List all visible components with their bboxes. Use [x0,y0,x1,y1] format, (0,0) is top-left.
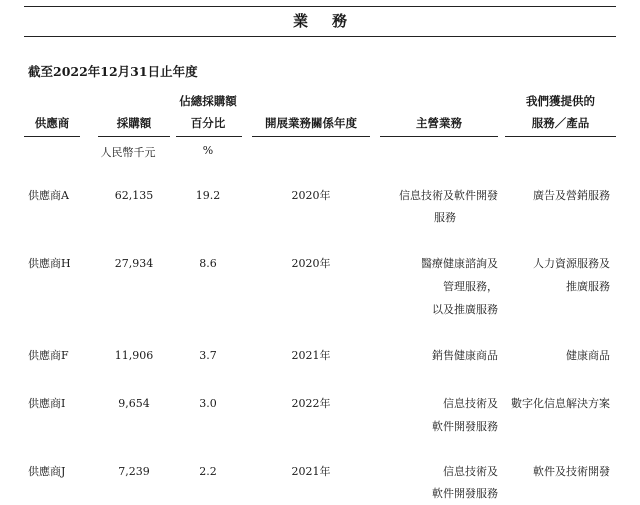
row-4-business-line1: 信息技術及 [443,397,498,410]
row-5-service-line1: 軟件及技術開發 [533,465,610,478]
row-3-supplier: 供應商F [28,349,69,362]
row-2-supplier: 供應商H [28,257,71,270]
row-2-business-line3: 以及推廣服務 [432,303,498,316]
header-underline-year [252,136,370,137]
row-3-service-line1: 健康商品 [566,349,610,362]
section-title: 業務 [292,12,371,30]
period-label: 截至2022年12月31日止年度 [28,64,198,79]
header-percentage-line1: 佔總採購額 [179,94,237,108]
row-1-supplier: 供應商A [28,189,69,202]
row-5-amount: 7,239 [118,465,150,478]
row-3-percentage: 3.7 [199,349,217,362]
row-2-amount: 27,934 [114,257,154,270]
row-4-business-line2: 軟件開發服務 [432,420,498,433]
row-2-business-line2: 管理服務， [443,280,498,293]
row-2-service-line2: 推廣服務 [566,280,610,293]
row-1-business-line2: 服務 [434,211,456,224]
row-3-amount: 11,906 [114,349,154,362]
row-1-amount: 62,135 [114,189,154,202]
header-underline-business [380,136,498,137]
row-5-year: 2021年 [291,465,331,478]
row-3-business-line1: 銷售健康商品 [432,349,498,362]
row-4-service-line1: 數字化信息解決方案 [511,397,610,410]
row-4-amount: 9,654 [118,397,150,410]
header-relationship-year: 開展業務關係年度 [265,116,357,130]
header-underline-percentage [176,136,242,137]
row-3-year: 2021年 [291,349,331,362]
row-5-business-line1: 信息技術及 [443,465,498,478]
header-underline-services [505,136,616,137]
header-purchase-amount: 採購額 [116,116,152,130]
row-4-year: 2022年 [291,397,331,410]
title-rule [24,36,616,37]
row-5-business-line2: 軟件開發服務 [432,487,498,500]
unit-purchase-amount: 人民幣千元 [100,146,156,159]
header-services-line2: 服務／產品 [531,116,590,130]
header-underline-supplier [24,136,80,137]
row-2-service-line1: 人力資源服務及 [533,257,610,270]
row-1-service-line1: 廣告及營銷服務 [533,189,610,202]
row-5-supplier: 供應商J [28,465,66,478]
row-4-percentage: 3.0 [199,397,217,410]
header-underline-amount [98,136,170,137]
row-2-business-line1: 醫療健康諮詢及 [421,257,498,270]
header-supplier: 供應商 [34,116,70,130]
row-2-year: 2020年 [291,257,331,270]
header-percentage-line2: 百分比 [190,116,226,130]
top-rule [24,6,616,7]
header-services-line1: 我們獲提供的 [526,94,595,108]
row-5-percentage: 2.2 [199,465,217,478]
section-title-wrap [24,10,616,36]
unit-percentage: % [202,144,214,157]
row-1-percentage: 19.2 [195,189,221,202]
row-1-business-line1: 信息技術及軟件開發 [399,189,498,202]
row-1-year: 2020年 [291,189,331,202]
row-4-supplier: 供應商I [28,397,66,410]
row-2-percentage: 8.6 [199,257,217,270]
header-main-business: 主營業務 [416,116,462,130]
